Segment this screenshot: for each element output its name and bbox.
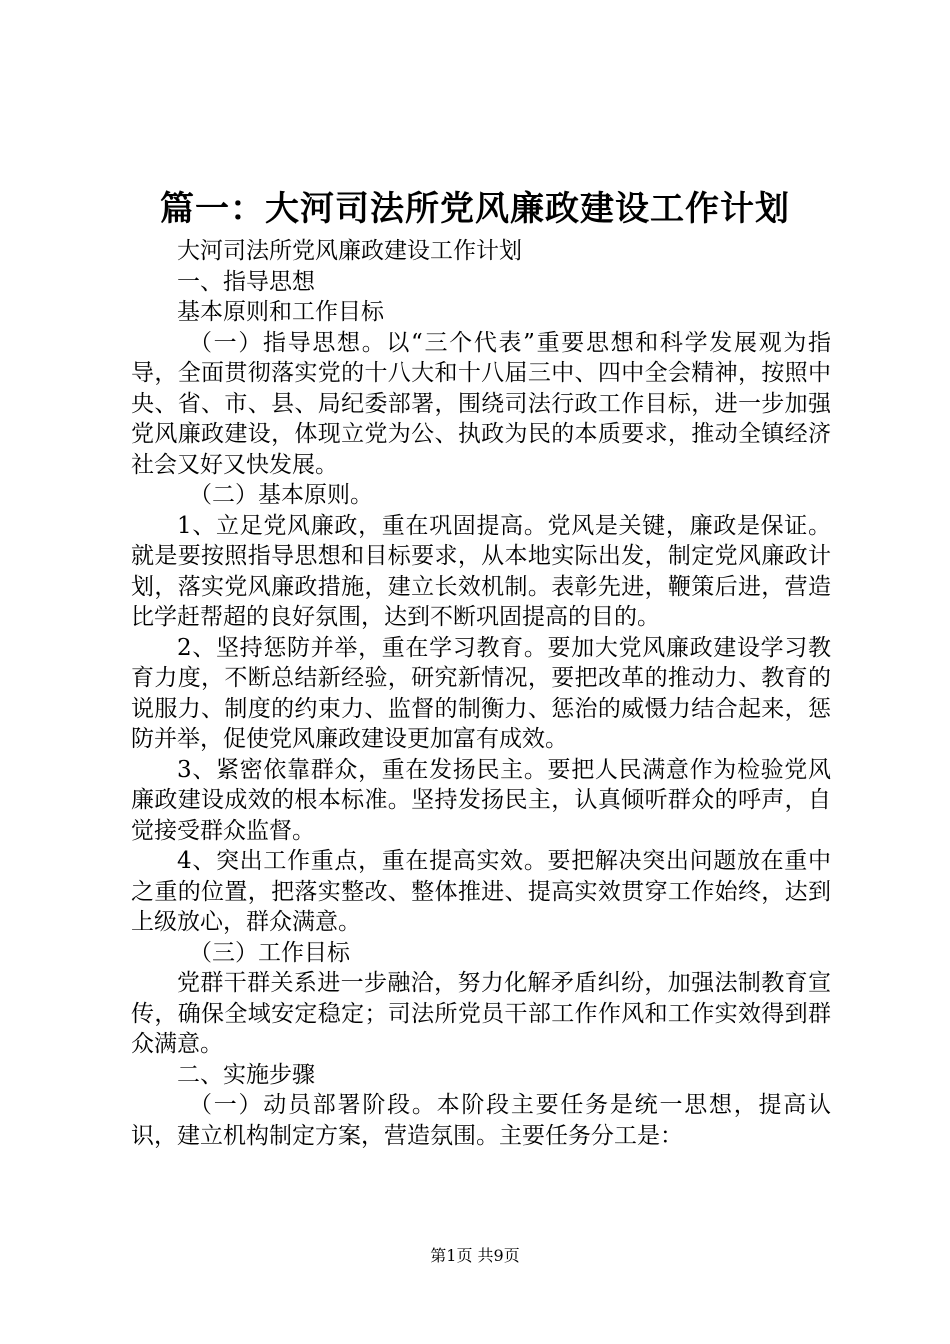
paragraph-principle-2: 2、坚持惩防并举，重在学习教育。要加大党风廉政建设学习教育力度，不断总结新经验，研究新情况，要把改革的推动力、教育的说服力、制度的约束力、监督的制衡力、惩治的威慑力结合起来，惩防并举，促使党风廉政建设更加富有成效。: [131, 634, 831, 752]
heading-work-goals: （三）工作目标: [189, 939, 350, 966]
paragraph-principle-1: 1、立足党风廉政，重在巩固提高。党风是关键，廉政是保证。就是要按照指导思想和目标要求，从本地实际出发，制定党风廉政计划，落实党风廉政措施，建立长效机制。表彰先进，鞭策后进，营造比学赶帮超的良好氛围，达到不断巩固提高的目的。: [131, 512, 831, 630]
paragraph-principle-4: 4、突出工作重点，重在提高实效。要把解决突出问题放在重中之重的位置，把落实整改、整体推进、提高实效贯穿工作始终，达到上级放心，群众满意。: [131, 848, 831, 935]
document-title: 篇一：大河司法所党风廉政建设工作计划: [160, 189, 790, 229]
heading-principles-goals: 基本原则和工作目标: [177, 299, 384, 325]
paragraph-plan-name: 大河司法所党风廉政建设工作计划: [177, 238, 522, 264]
page-footer: 第1页 共9页: [430, 1246, 520, 1265]
heading-guiding-ideology: 一、指导思想: [177, 268, 315, 295]
heading-implementation-steps: 二、实施步骤: [177, 1061, 315, 1088]
paragraph-work-goals: 党群干群关系进一步融洽，努力化解矛盾纠纷，加强法制教育宣传，确保全域安定稳定；司法所党员干部工作作风和工作实效得到群众满意。: [131, 970, 831, 1057]
heading-basic-principles: （二）基本原则。: [189, 482, 373, 508]
paragraph-guiding-ideology: （一）指导思想。以“三个代表”重要思想和科学发展观为指导，全面贯彻落实党的十八大和十八届三中、四中全会精神，按照中央、省、市、县、局纪委部署，围绕司法行政工作目标，进一步加强党风廉政建设，体现立党为公、执政为民的本质要求，推动全镇经济社会又好又快发展。: [131, 329, 831, 478]
document-body: [131, 236, 831, 1151]
paragraph-mobilization-stage: （一）动员部署阶段。本阶段主要任务是统一思想，提高认识，建立机构制定方案，营造氛围。主要任务分工是：: [131, 1092, 831, 1149]
paragraph-principle-3: 3、紧密依靠群众，重在发扬民主。要把人民满意作为检验党风廉政建设成效的根本标准。坚持发扬民主，认真倾听群众的呼声，自觉接受群众监督。: [131, 756, 831, 844]
